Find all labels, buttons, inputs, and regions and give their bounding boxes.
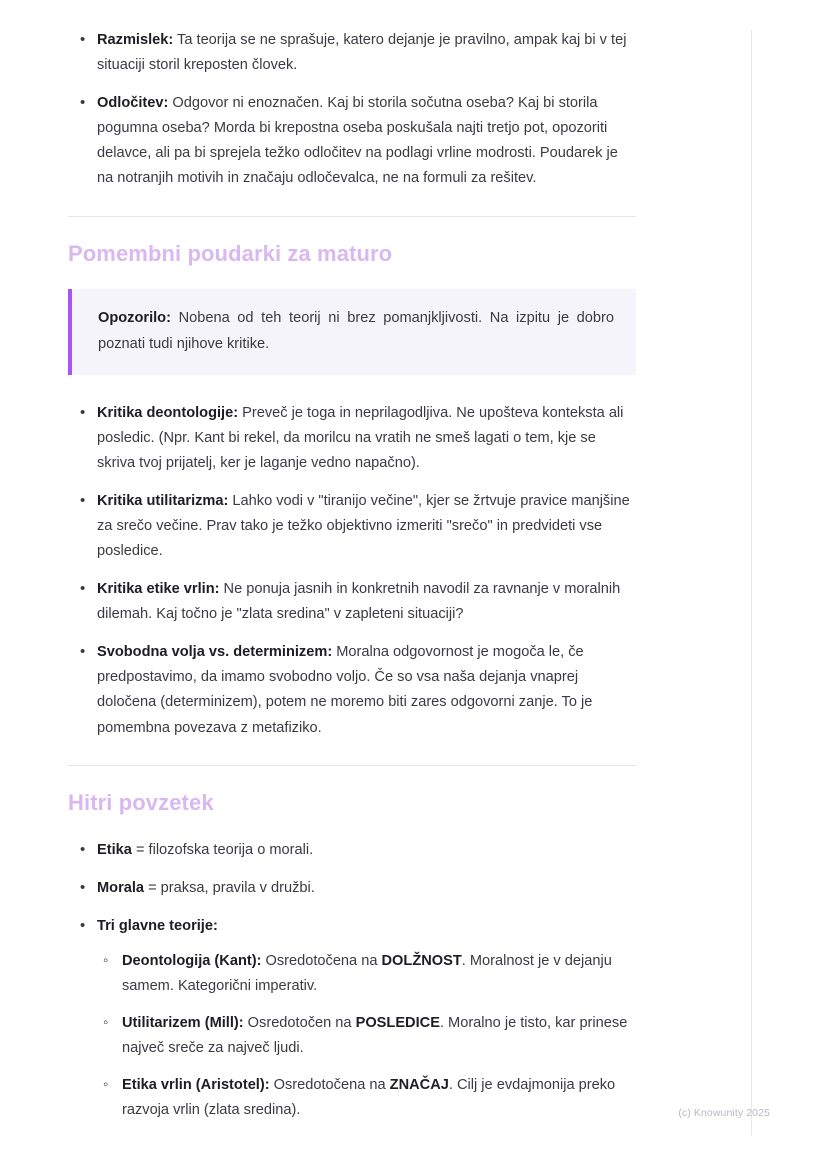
list-item <box>68 838 636 863</box>
sub-list-item-text-before: Osredotočena na <box>261 952 382 969</box>
sub-list-item-text-after: . Cilj je evdajmonija preko razvoja vrlin (zlata sredina). <box>122 1077 616 1119</box>
sub-list-item-emphasis: POSLEDICE <box>355 1015 440 1032</box>
sub-list-item-emphasis: ZNAČAJ <box>389 1077 449 1094</box>
section-divider <box>68 765 636 766</box>
list-item <box>68 640 636 740</box>
kritike-bullet-list <box>68 401 636 741</box>
list-item <box>68 914 636 1124</box>
list-item-text: Odgovor ni enoznačen. Kaj bi storila sočutna oseba? Kaj bi storila pogumna oseba? Morda bi krepostna oseba poskušala najti tretjo pot, opozoriti delavce, ali pa bi sprejela težko odločitev na podlagi vrline modrosti. Poudarek je na notranjih motivih in značaju odločevalca, ne na formuli za rešitev. <box>97 95 618 187</box>
section-heading-pomembni-poudarki: Pomembni poudarki za maturo <box>68 240 393 266</box>
list-item-text: = filozofska teorija o morali. <box>131 841 314 858</box>
list-item <box>68 28 636 78</box>
list-item <box>68 91 636 191</box>
povzetek-bullet-list <box>68 838 636 1124</box>
list-item-text: Ne ponuja jasnih in konkretnih navodil za ravnanje v moralnih dilemah. Kaj točno je "zlata sredina" v zapleteni situaciji? <box>97 581 621 623</box>
sub-list-item-label: Deontologija (Kant): <box>122 952 262 969</box>
list-item-label: Tri glavne teorije: <box>97 917 218 934</box>
list-item-text: Ta teorija se ne sprašuje, katero dejanje je pravilno, ampak kaj bi v tej situaciji storil kreposten človek. <box>97 32 627 74</box>
list-item-label: Kritika etike vrlin: <box>97 581 220 598</box>
list-item-text: Preveč je toga in neprilagodljiva. Ne upošteva konteksta ali posledic. (Npr. Kant bi rekel, da morilcu na vratih ne smeš lagati o tem, kje se skriva tvoj prijatelj, ker je laganje vedno napačno). <box>97 404 624 471</box>
list-item <box>68 876 636 901</box>
sub-list-item-label: Utilitarizem (Mill): <box>122 1015 244 1032</box>
sub-list-item-label: Etika vrlin (Aristotel): <box>122 1077 270 1094</box>
callout-label: Opozorilo: <box>98 309 171 326</box>
list-item-text: Moralna odgovornost je mogoča le, če predpostavimo, da imamo svobodno voljo. Če so vsa naša dejanja vnaprej določena (determinizem), potem ne moremo biti zares odgovorni zanje. To je pomembna povezava z metafiziko. <box>97 644 593 736</box>
sub-list-item <box>97 1011 636 1061</box>
sub-list-item-text-after: . Moralnost je v dejanju samem. Kategorični imperativ. <box>122 952 612 994</box>
list-item <box>68 401 636 476</box>
list-item-label: Morala <box>97 879 145 896</box>
sub-list-item-text-after: . Moralno je tisto, kar prinese največ sreče za največ ljudi. <box>122 1015 628 1057</box>
document-content <box>68 28 636 1123</box>
sub-list-item <box>97 1073 636 1123</box>
sub-list-item <box>97 949 636 999</box>
list-item-label: Kritika deontologije: <box>97 404 239 421</box>
top-bullet-list <box>68 28 636 192</box>
list-item-label: Odločitev: <box>97 95 169 112</box>
list-item-text: Lahko vodi v "tiranijo večine", kjer se žrtvuje pravice manjšine za srečo večine. Prav tako je težko objektivno izmeriti "srečo" in predvideti vse posledice. <box>97 492 630 559</box>
sub-list-item-text-before: Osredotočena na <box>269 1077 390 1094</box>
section-divider <box>68 216 636 217</box>
list-item-label: Razmislek: <box>97 32 174 48</box>
list-item-label: Svobodna volja vs. determinizem: <box>97 644 333 661</box>
warning-callout <box>68 289 636 375</box>
teorije-sub-list <box>97 949 636 1124</box>
callout-text <box>98 306 614 358</box>
callout-body: Nobena od teh teorij ni brez pomanjkljivosti. Na izpitu je dobro poznati tudi njihove kritike. <box>98 309 614 352</box>
list-item-label: Etika <box>97 841 132 858</box>
list-item <box>68 489 636 564</box>
page-vertical-rule <box>751 30 752 1135</box>
list-item-label: Kritika utilitarizma: <box>97 492 229 509</box>
sub-list-item-text-before: Osredotočen na <box>243 1015 356 1032</box>
list-item <box>68 577 636 627</box>
sub-list-item-emphasis: DOLŽNOST <box>381 952 462 969</box>
list-item-text: = praksa, pravila v družbi. <box>144 879 315 896</box>
copyright-footer: (c) Knowunity 2025 <box>678 1107 770 1119</box>
section-heading-hitri-povzetek: Hitri povzetek <box>68 789 214 815</box>
